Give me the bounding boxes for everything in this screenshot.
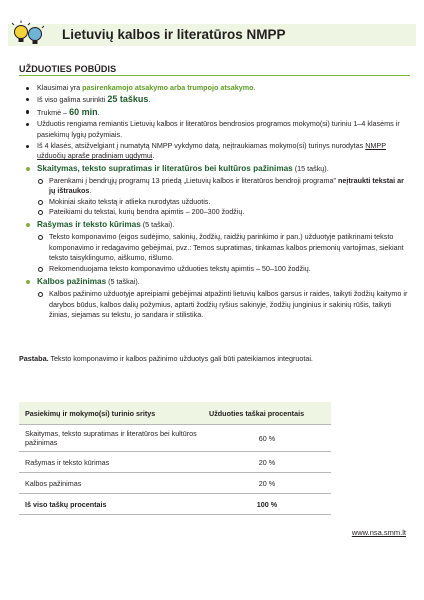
table-row — [19, 425, 331, 452]
sub-text: . — [89, 186, 92, 196]
sub-list — [37, 176, 409, 218]
sub-list-item — [37, 197, 409, 207]
list-item — [19, 83, 409, 93]
table-cell: Iš viso taškų procentais — [19, 494, 203, 515]
sub-text-bold: neįtraukti tekstai ar jų ištraukos — [49, 175, 404, 196]
points-table — [19, 402, 331, 515]
note-text: Teksto komponavimo ir kalbos pažinimo užduotys gali būti pateikiamos integruotai. — [48, 354, 313, 363]
table-row — [19, 473, 331, 494]
area-points: (15 taškų). — [292, 163, 329, 173]
list-item — [19, 141, 409, 162]
area-points: (5 taškai). — [140, 220, 175, 230]
sub-list — [37, 289, 409, 320]
lightbulb-logo-icon — [11, 20, 45, 48]
table-cell: 20 % — [203, 452, 331, 473]
bullet-text: . — [152, 151, 155, 161]
header-bar — [8, 24, 416, 46]
list-item-skaitymas — [19, 163, 409, 218]
table-header-cell: Užduoties taškai procentais — [203, 402, 331, 425]
area-title: Kalbos pažinimas — [37, 277, 107, 287]
sub-list-item: Rekomenduojama teksto komponavimo užduoties tekstų apimtis – 50–100 žodžių. — [37, 264, 409, 274]
table-header-cell: Pasiekimų ir mokymo(si) turinio sritys — [19, 402, 203, 425]
sub-text: Parenkami į bendrųjų programų 13 priedą „Lietuvių kalbos ir literatūros bendroji programa" — [49, 175, 339, 185]
website-link[interactable]: www.nsa.smm.lt — [351, 528, 406, 537]
note-label: Pastaba. — [19, 354, 49, 363]
area-points: (5 taškai). — [106, 277, 140, 287]
table-cell: Skaitymas, teksto supratimas ir literatūros bei kultūros pažinimas — [19, 425, 203, 452]
table-cell: Rašymas ir teksto kūrimas — [19, 452, 203, 473]
note-paragraph — [19, 354, 409, 364]
sub-list-item: Teksto komponavimo (eigos sudėjimo, sakinių, žodžių, raidžių parinkimo ir pan.) užduotyje patikrinami teksto komponavimo ir redagavimo gebėjimai, pvz.: Temos supratimas, tinkamas kalbos priemonių vartojimas, siekiant teksto taisyklingumo, aiškumo, rišlumo. — [37, 232, 409, 263]
bullet-text: Klausimai yra — [37, 83, 83, 92]
table-header-row — [19, 402, 331, 425]
table-row-total — [19, 494, 331, 515]
table-cell: Kalbos pažinimas — [19, 473, 203, 494]
list-item-rasymas — [19, 219, 409, 274]
sub-list — [37, 232, 409, 274]
area-title: Skaitymas, teksto supratimas ir literatūros bei kultūros pažinimas — [37, 163, 293, 173]
task-description — [19, 83, 409, 322]
list-item-kalbos — [19, 276, 409, 320]
sub-list-item — [37, 176, 409, 197]
list-item — [19, 107, 409, 118]
nmpp-description-link[interactable]: NMPP užduočių apraše pradiniam ugdymui — [37, 141, 387, 161]
sub-text: Pateikiami du tekstai, kurių bendra apimtis – 200–300 žodžių. — [49, 207, 245, 217]
highlight-total-points: 25 taškus — [107, 94, 149, 105]
highlight-answer-types: pasirenkamojo atsakymo arba trumpojo atsakymo — [82, 83, 254, 92]
table-cell: 100 % — [203, 494, 331, 515]
sub-list-item: Kalbos pažinimo užduotyje apreipiami gebėjimai atpažinti lietuvių kalbos garsus ir raides, taikyti žodžių kaitymo ir darybos būdus, kalbos dalių požymius, aptarti žodžių ryšius sakinyje, žodžių junginius ir sakinių rūšis, taikyti žinias, siejamas su tekstu, jo sandara ir stilistika. — [37, 289, 409, 320]
section-title: UŽDUOTIES POBŪDIS — [19, 64, 117, 74]
bullet-text: . — [97, 107, 100, 117]
bullet-text: Iš viso galima surinkti — [37, 95, 108, 105]
area-title: Rašymas ir teksto kūrimas — [37, 220, 141, 230]
highlight-duration: 60 min — [69, 106, 98, 117]
bullet-list — [19, 83, 409, 320]
bullet-text: Trukmė – — [37, 107, 70, 117]
table-cell: 60 % — [203, 425, 331, 452]
list-item — [19, 94, 409, 105]
bullet-text: . — [148, 95, 151, 105]
sub-list-item — [37, 207, 409, 217]
bullet-text: . — [253, 83, 256, 92]
list-item — [19, 119, 409, 140]
section-divider — [19, 75, 410, 76]
document-title: Lietuvių kalbos ir literatūros NMPP — [62, 27, 286, 42]
bullet-text: Užduotis rengiama remiantis Lietuvių kalbos ir literatūros bendrosios programos mokymo(si) turiniu 1–4 klasėms ir pasiekimų lygių požymiais. — [37, 119, 400, 139]
table-row — [19, 452, 331, 473]
table-cell: 20 % — [203, 473, 331, 494]
bullet-text: Iš 4 klasės, atsižvelgiant į numatytą NMPP vykdymo datą, neįtraukiamas mokymo(si) turinys nurodytas — [37, 141, 366, 151]
sub-text: Mokiniai skaito tekstą ir atlieka nurodytas užduotis. — [49, 196, 211, 206]
